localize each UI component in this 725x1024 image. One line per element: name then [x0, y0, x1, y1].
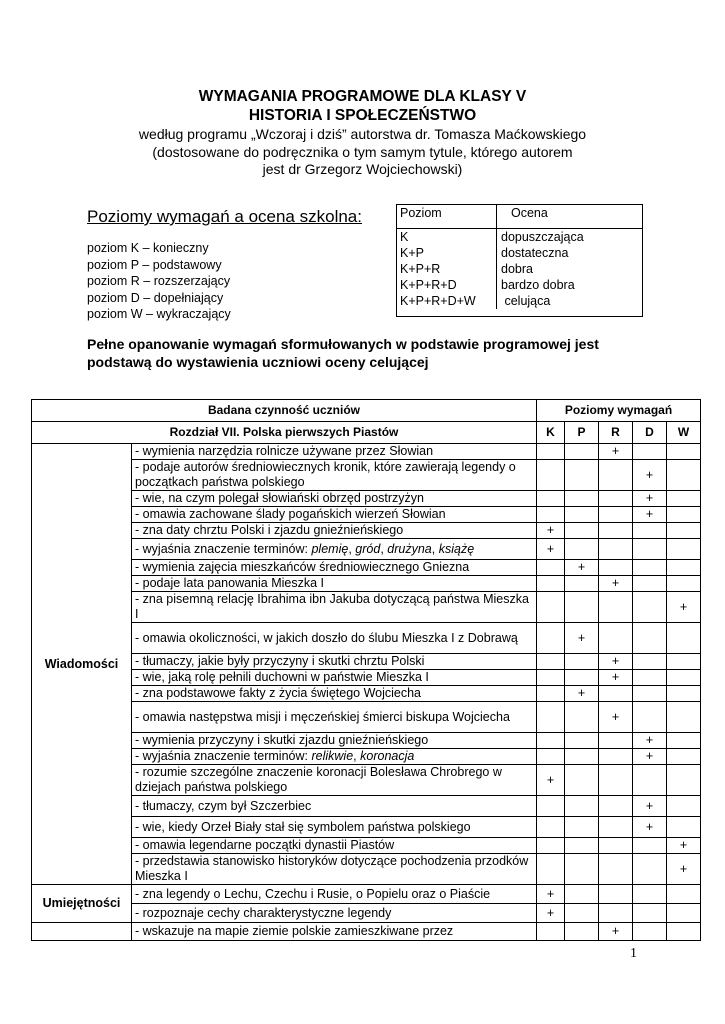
- level-mark-k: +: [537, 904, 565, 923]
- level-mark-p: [565, 523, 599, 539]
- level-mark-w: [667, 623, 701, 654]
- grade-name: bardzo dobra: [501, 278, 575, 292]
- level-mark-d: [633, 923, 667, 941]
- level-mark-r: [599, 592, 633, 623]
- level-mark-r: +: [599, 702, 633, 733]
- level-mark-w: [667, 796, 701, 817]
- level-mark-k: [537, 854, 565, 885]
- level-mark-r: +: [599, 670, 633, 686]
- table-row: [32, 885, 701, 904]
- level-mark-d: [633, 686, 667, 702]
- requirement-text: - rozpoznaje cechy charakterystyczne legendy: [132, 904, 537, 923]
- grade-level: K+P+R+D: [396, 277, 497, 293]
- level-mark-d: +: [633, 491, 667, 507]
- level-mark-p: [565, 749, 599, 765]
- requirements-table-body: [32, 400, 701, 941]
- requirement-text: - omawia zachowane ślady pogańskich wierzeń Słowian: [132, 507, 537, 523]
- table-row: [32, 817, 701, 838]
- level-mark-p: [565, 733, 599, 749]
- level-mark-r: [599, 765, 633, 796]
- level-mark-k: [537, 654, 565, 670]
- requirement-text: - wie, jaką rolę pełnili duchowni w państwie Mieszka I: [132, 670, 537, 686]
- level-mark-d: [633, 623, 667, 654]
- level-mark-p: [565, 460, 599, 491]
- level-mark-r: [599, 507, 633, 523]
- level-mark-r: [599, 904, 633, 923]
- level-mark-r: +: [599, 654, 633, 670]
- level-mark-r: [599, 460, 633, 491]
- level-mark-d: [633, 576, 667, 592]
- level-column-header: W: [667, 422, 701, 444]
- level-mark-k: [537, 817, 565, 838]
- requirement-text: - zna pisemną relację Ibrahima ibn Jakuba dotyczącą państwa Mieszka I: [132, 592, 537, 623]
- program-line: według programu „Wczoraj i dziś” autorstwa dr. Tomasza Maćkowskiego: [138, 126, 587, 142]
- grade-level: K+P+R: [396, 261, 497, 277]
- level-mark-w: [667, 733, 701, 749]
- activity-header: Badana czynność uczniów: [32, 400, 537, 422]
- level-mark-w: [667, 460, 701, 491]
- level-mark-p: [565, 491, 599, 507]
- page-number: 1: [630, 946, 637, 961]
- level-mark-w: [667, 686, 701, 702]
- level-item: poziom P – podstawowy: [87, 257, 222, 272]
- level-mark-r: +: [599, 444, 633, 460]
- grade-level: K: [396, 229, 497, 246]
- level-mark-k: [537, 491, 565, 507]
- level-mark-w: [667, 507, 701, 523]
- level-mark-p: [565, 765, 599, 796]
- level-mark-d: [633, 904, 667, 923]
- level-mark-d: [633, 539, 667, 560]
- level-mark-p: [565, 796, 599, 817]
- requirement-text: - wymienia przyczyny i skutki zjazdu gnieźnieńskiego: [132, 733, 537, 749]
- chapter-title: Rozdział VII. Polska pierwszych Piastów: [32, 422, 537, 444]
- level-mark-w: [667, 923, 701, 941]
- level-mark-k: [537, 749, 565, 765]
- requirement-text: - zna podstawowe fakty z życia świętego Wojciecha: [132, 686, 537, 702]
- level-mark-w: [667, 444, 701, 460]
- level-mark-r: [599, 796, 633, 817]
- level-mark-d: [633, 654, 667, 670]
- level-mark-d: [633, 702, 667, 733]
- level-mark-r: [599, 838, 633, 854]
- level-mark-k: [537, 686, 565, 702]
- level-mark-w: [667, 817, 701, 838]
- level-mark-p: [565, 904, 599, 923]
- requirement-text: - tłumaczy, jakie były przyczyny i skutki chrztu Polski: [132, 654, 537, 670]
- level-column-header: R: [599, 422, 633, 444]
- requirement-text: - podaje lata panowania Mieszka I: [132, 576, 537, 592]
- level-mark-d: [633, 838, 667, 854]
- grade-name: dopuszczająca: [501, 230, 584, 244]
- requirement-text: - rozumie szczególne znaczenie koronacji Bolesława Chrobrego w dziejach państwa polskiego: [132, 765, 537, 796]
- table-row: [32, 491, 701, 507]
- level-mark-k: [537, 444, 565, 460]
- requirement-text: - omawia następstwa misji i męczeńskiej śmierci biskupa Wojciecha: [132, 702, 537, 733]
- level-mark-w: [667, 654, 701, 670]
- table-row: [32, 560, 701, 576]
- level-mark-w: [667, 885, 701, 904]
- grade-level: K+P+R+D+W: [396, 293, 497, 309]
- level-mark-p: +: [565, 560, 599, 576]
- level-mark-d: [633, 592, 667, 623]
- level-mark-k: [537, 623, 565, 654]
- requirement-text: - wymienia narzędzia rolnicze używane przez Słowian: [132, 444, 537, 460]
- level-mark-d: +: [633, 796, 667, 817]
- levels-heading: Poziomy wymagań a ocena szkolna:: [87, 207, 362, 226]
- level-mark-k: [537, 838, 565, 854]
- level-mark-k: [537, 460, 565, 491]
- level-mark-k: [537, 702, 565, 733]
- level-mark-k: [537, 923, 565, 941]
- level-mark-r: [599, 817, 633, 838]
- grade-name: dobra: [501, 262, 533, 276]
- level-mark-k: [537, 670, 565, 686]
- level-mark-d: +: [633, 507, 667, 523]
- level-mark-w: [667, 765, 701, 796]
- level-mark-d: +: [633, 817, 667, 838]
- requirements-table: [31, 399, 701, 941]
- requirement-text: - podaje autorów średniowiecznych kronik, które zawierają legendy o początkach państwa polskiego: [132, 460, 537, 491]
- level-mark-p: [565, 654, 599, 670]
- requirement-text: - omawia okoliczności, w jakich doszło do ślubu Mieszka I z Dobrawą: [132, 623, 537, 654]
- requirement-text: - zna legendy o Lechu, Czechu i Rusie, o Popielu oraz o Piaście: [132, 885, 537, 904]
- requirement-text: - wyjaśnia znaczenie terminów: plemię, gród, drużyna, książę: [132, 539, 537, 560]
- level-item: poziom K – konieczny: [87, 241, 209, 255]
- table-row: [32, 796, 701, 817]
- document-title: WYMAGANIA PROGRAMOWE DLA KLASY V: [198, 88, 527, 105]
- level-mark-d: [633, 523, 667, 539]
- table-row: [32, 923, 701, 941]
- level-mark-k: [537, 507, 565, 523]
- table-row: [32, 765, 701, 796]
- table-row: [32, 623, 701, 654]
- level-mark-r: +: [599, 576, 633, 592]
- category-cell: [32, 923, 132, 941]
- level-mark-d: [633, 444, 667, 460]
- table-row: [32, 670, 701, 686]
- table-row: [32, 654, 701, 670]
- level-mark-k: [537, 560, 565, 576]
- level-mark-k: [537, 796, 565, 817]
- level-mark-k: [537, 592, 565, 623]
- levels-list: [87, 240, 231, 323]
- grade-name: celująca: [501, 294, 551, 308]
- level-mark-w: +: [667, 592, 701, 623]
- level-mark-w: [667, 904, 701, 923]
- level-mark-p: [565, 885, 599, 904]
- level-mark-d: [633, 854, 667, 885]
- level-mark-k: +: [537, 885, 565, 904]
- table-row: [32, 576, 701, 592]
- level-mark-d: [633, 765, 667, 796]
- table-row: [32, 904, 701, 923]
- level-mark-p: [565, 592, 599, 623]
- level-mark-r: [599, 854, 633, 885]
- level-mark-w: [667, 491, 701, 507]
- textbook-note-line1: (dostosowane do podręcznika o tym samym tytule, którego autorem: [152, 144, 573, 160]
- level-mark-d: +: [633, 749, 667, 765]
- grade-table-grade-header: Ocena: [497, 204, 644, 229]
- level-mark-k: +: [537, 539, 565, 560]
- table-row: [32, 523, 701, 539]
- level-mark-k: +: [537, 523, 565, 539]
- grade-table-level-header: Poziom: [396, 204, 497, 229]
- level-mark-w: [667, 560, 701, 576]
- level-mark-w: +: [667, 854, 701, 885]
- level-mark-p: [565, 444, 599, 460]
- level-mark-d: +: [633, 460, 667, 491]
- level-mark-r: [599, 523, 633, 539]
- requirement-text: - wie, kiedy Orzeł Biały stał się symbolem państwa polskiego: [132, 817, 537, 838]
- table-row: [32, 733, 701, 749]
- table-row: [32, 444, 701, 460]
- level-item: poziom R – rozszerzający: [87, 274, 231, 288]
- table-row: [32, 539, 701, 560]
- level-mark-w: [667, 702, 701, 733]
- level-mark-p: [565, 923, 599, 941]
- level-mark-r: [599, 491, 633, 507]
- requirement-text: - przedstawia stanowisko historyków dotyczące pochodzenia przodków Mieszka I: [132, 854, 537, 885]
- requirement-text: - wyjaśnia znaczenie terminów: relikwie, koronacja: [132, 749, 537, 765]
- requirement-text: - wymienia zajęcia mieszkańców średniowiecznego Gniezna: [132, 560, 537, 576]
- level-mark-p: +: [565, 623, 599, 654]
- level-mark-w: [667, 539, 701, 560]
- level-mark-k: [537, 576, 565, 592]
- level-mark-r: +: [599, 923, 633, 941]
- level-mark-w: +: [667, 838, 701, 854]
- level-mark-d: [633, 885, 667, 904]
- level-mark-p: +: [565, 686, 599, 702]
- category-cell: Wiadomości: [32, 444, 132, 885]
- level-mark-p: [565, 507, 599, 523]
- document-subtitle: HISTORIA I SPOŁECZEŃSTWO: [248, 107, 477, 124]
- level-mark-r: [599, 733, 633, 749]
- level-mark-p: [565, 838, 599, 854]
- level-mark-w: [667, 670, 701, 686]
- level-mark-r: [599, 885, 633, 904]
- level-mark-d: [633, 670, 667, 686]
- level-mark-w: [667, 523, 701, 539]
- level-column-header: P: [565, 422, 599, 444]
- requirement-text: - zna daty chrztu Polski i zjazdu gnieźnieńskiego: [132, 523, 537, 539]
- grade-name: dostateczna: [501, 246, 569, 260]
- level-mark-r: [599, 539, 633, 560]
- category-cell: Umiejętności: [32, 885, 132, 923]
- level-mark-d: [633, 560, 667, 576]
- level-item: poziom W – wykraczający: [87, 307, 231, 321]
- level-mark-d: +: [633, 733, 667, 749]
- table-row: [32, 749, 701, 765]
- level-column-header: D: [633, 422, 667, 444]
- level-mark-r: [599, 686, 633, 702]
- requirement-text: - wie, na czym polegał słowiański obrzęd postrzyżyn: [132, 491, 537, 507]
- textbook-note-line2: jest dr Grzegorz Wojciechowski): [262, 161, 463, 177]
- table-row: [32, 686, 701, 702]
- chapter-row: [32, 422, 701, 444]
- level-mark-p: [565, 854, 599, 885]
- levels-header: Poziomy wymagań: [537, 400, 701, 422]
- table-row: [32, 460, 701, 491]
- level-item: poziom D – dopełniający: [87, 290, 224, 305]
- notice-text: Pełne opanowanie wymagań sformułowanych w podstawie programowej jest podstawą do wystawienia uczniowi oceny celującej: [87, 336, 599, 370]
- level-mark-w: [667, 749, 701, 765]
- level-mark-p: [565, 817, 599, 838]
- level-column-header: K: [537, 422, 565, 444]
- level-mark-p: [565, 539, 599, 560]
- level-mark-p: [565, 670, 599, 686]
- requirement-text: - wskazuje na mapie ziemie polskie zamieszkiwane przez: [132, 923, 537, 941]
- level-mark-p: [565, 702, 599, 733]
- table-row: [32, 507, 701, 523]
- level-mark-w: [667, 576, 701, 592]
- table-header-row: [32, 400, 701, 422]
- requirement-text: - omawia legendarne początki dynastii Piastów: [132, 838, 537, 854]
- level-mark-k: [537, 733, 565, 749]
- level-mark-k: +: [537, 765, 565, 796]
- level-mark-r: [599, 749, 633, 765]
- level-mark-r: [599, 560, 633, 576]
- level-mark-p: [565, 576, 599, 592]
- table-row: [32, 854, 701, 885]
- requirement-text: - tłumaczy, czym był Szczerbiec: [132, 796, 537, 817]
- grade-table: [396, 204, 643, 309]
- table-row: [32, 592, 701, 623]
- table-row: [32, 838, 701, 854]
- level-mark-r: [599, 623, 633, 654]
- grade-level: K+P: [396, 245, 497, 261]
- table-row: [32, 702, 701, 733]
